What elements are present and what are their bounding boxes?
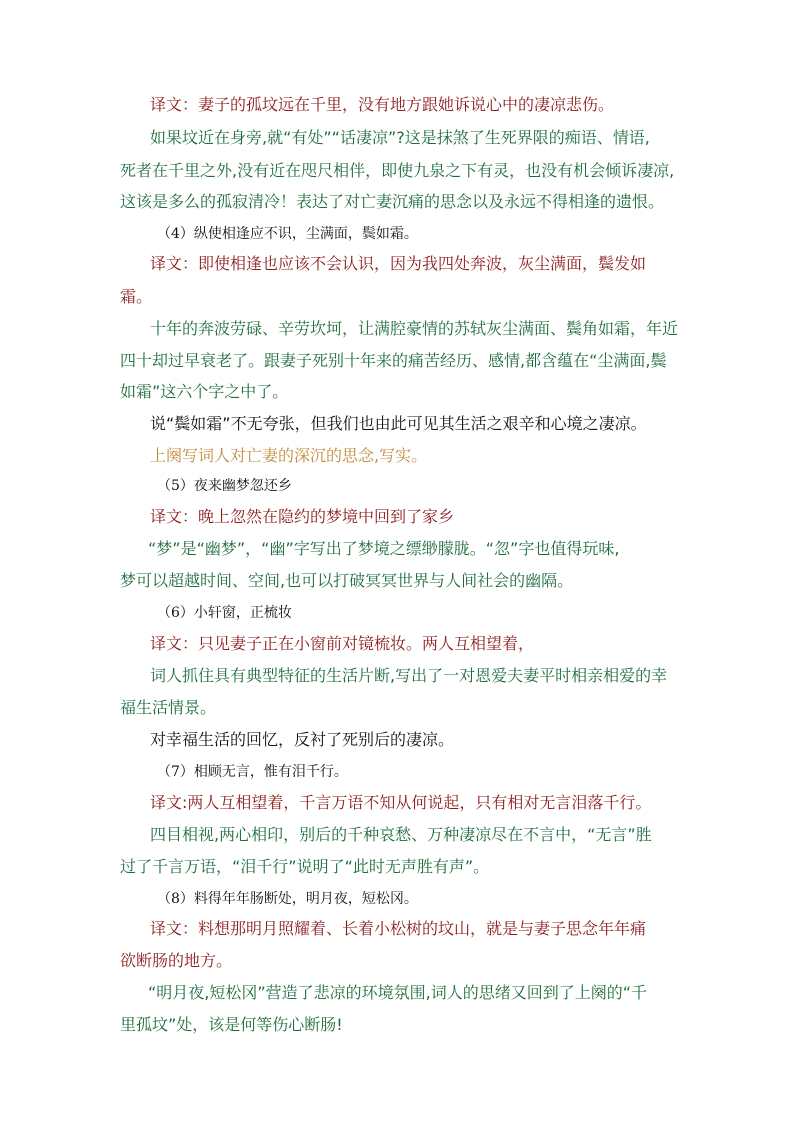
analysis-line-4: 十年的奔波劳碌、辛劳坎坷，让满腔豪情的苏轼灰尘满面、鬓角如霜，年近 [150, 319, 679, 338]
verse-heading-4: （4）纵使相逢应不识，尘满面，鬓如霜。 [157, 226, 418, 242]
verse-heading-7: （7）相顾无言，惟有泪千行。 [157, 764, 348, 780]
analysis-line-9: 梦可以超越时间、空间,也可以打破冥冥世界与人间社会的幽隔。 [120, 571, 574, 590]
translation-line-3: 译文：晚上忽然在隐约的梦境中回到了家乡 [150, 507, 455, 526]
verse-heading-5: （5）夜来幽梦忽还乡 [157, 478, 292, 494]
translation-line-2a: 译文：即使相逢也应该不会认识，因为我四处奔波，灰尘满面，鬓发如 [150, 254, 647, 273]
analysis-line-2: 死者在千里之外,没有近在咫尺相伴，即使九泉之下有灵，也没有机会倾诉凄凉, [120, 161, 675, 180]
translation-line-1: 译文：妻子的孤坟远在千里，没有地方跟她诉说心中的凄凉悲伤。 [150, 95, 615, 114]
translation-line-6a: 译文：料想那明月照耀着、长着小松树的坟山，就是与妻子思念年年痛 [150, 919, 647, 938]
analysis-line-8: “梦”是“幽梦”，“幽”字写出了梦境之缥缈朦胧。“忽”字也值得玩味, [148, 539, 620, 558]
analysis-line-11: 福生活情景。 [120, 698, 217, 717]
translation-line-4: 译文：只见妻子正在小窗前对镜梳妆。两人互相望着， [150, 634, 535, 653]
analysis-line-3: 这该是多么的孤寂清冷！表达了对亡妻沉痛的思念以及永远不得相逢的遗恨。 [120, 192, 665, 211]
analysis-line-15: “明月夜,短松冈”营造了悲凉的环境氛围,词人的思绪又回到了上阕的“千 [148, 983, 648, 1002]
analysis-line-12: 对幸福生活的回忆，反衬了死别后的凄凉。 [150, 730, 455, 749]
analysis-line-14: 过了千言万语，“泪千行”说明了“此时无声胜有声”。 [120, 857, 490, 876]
analysis-line-6: 如霜”这六个字之中了。 [120, 382, 289, 401]
summary-line: 上阕写词人对亡妻的深沉的思念,写实。 [150, 446, 428, 465]
analysis-line-5: 四十却过早衰老了。跟妻子死别十年来的痛苦经历、感情,都含蕴在“尘满面,鬓 [120, 351, 667, 370]
analysis-line-16: 里孤坟”处，该是何等伤心断肠! [120, 1015, 343, 1034]
verse-heading-8: （8）料得年年肠断处，明月夜，短松冈。 [157, 891, 418, 907]
analysis-line-13: 四目相视,两心相印，别后的千种哀愁、万种凄凉尽在不言中，“无言”胜 [150, 825, 652, 844]
verse-heading-6: （6）小轩窗，正梳妆 [157, 605, 292, 621]
translation-line-5: 译文:两人互相望着，千言万语不知从何说起，只有相对无言泪落千行。 [150, 793, 652, 812]
analysis-line-1: 如果坟近在身旁,就“有处”“话凄凉”?这是抹煞了生死界限的痴语、情语, [150, 128, 650, 147]
analysis-line-10: 词人抓住具有典型特征的生活片断,写出了一对恩爱夫妻平时相亲相爱的幸 [150, 666, 668, 685]
translation-line-2b: 霜。 [120, 287, 153, 306]
analysis-line-7: 说“鬓如霜”不无夸张，但我们也由此可见其生活之艰辛和心境之凄凉。 [150, 414, 647, 433]
translation-line-6b: 欲断肠的地方。 [120, 951, 233, 970]
